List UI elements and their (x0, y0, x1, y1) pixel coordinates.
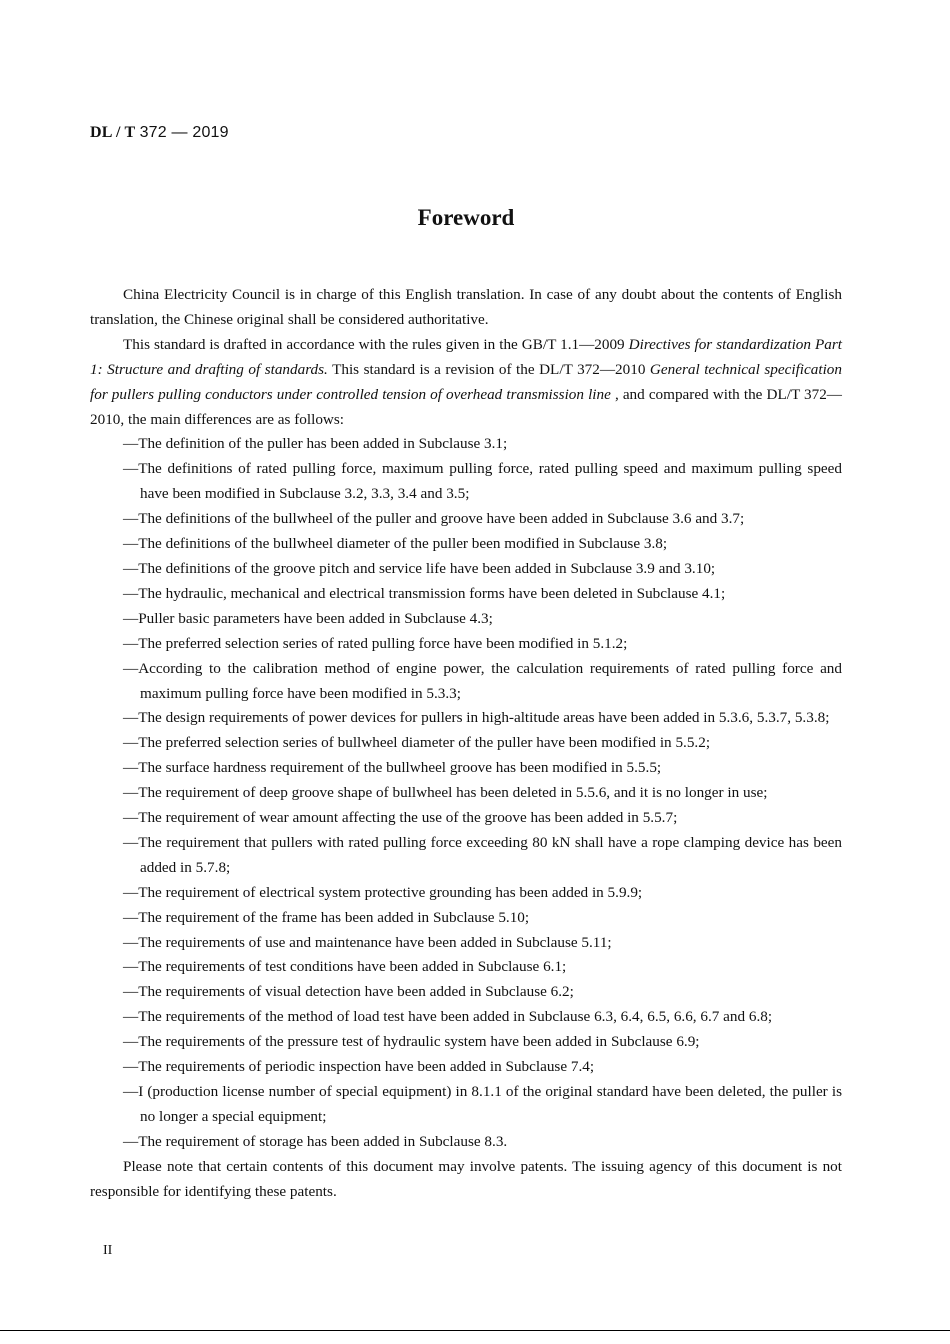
list-item: —The requirement of the frame has been added in Subclause 5.10; (123, 908, 530, 926)
list-item: —The definitions of the bullwheel of the puller and groove have been added in Subclause 3.6 and 3.7; (123, 510, 745, 528)
list-item: —The definitions of the bullwheel diameter of the puller been modified in Subclause 3.8; (123, 535, 668, 553)
list-item: —The requirement that pullers with rated pulling force exceeding 80 kN shall have a rope clamping device has been added in 5.7.8; (123, 833, 842, 876)
list-item: —I (production license number of special equipment) in 8.1.1 of the original standard have been deleted, the puller is no longer a special equipment; (123, 1083, 842, 1125)
differences-list (90, 432, 842, 1154)
drafting-text-2: This standard is a revision of the DL/T 372—2010 (327, 360, 650, 378)
list-item: —The definitions of rated pulling force, maximum pulling force, rated pulling speed and maximum pulling speed have been modified in Subclause 3.2, 3.3, 3.4 and 3.5; (123, 460, 842, 503)
list-item: —The requirement of electrical system protective grounding has been added in 5.9.9; (123, 883, 643, 901)
standard-title: General technical specification for pullers pulling conductors under controlled tension of overhead transmission line (90, 360, 842, 403)
list-item: —The definitions of the groove pitch and service life have been added in Subclause 3.9 and 3.10; (123, 559, 716, 577)
document-code-number: 372 — 2019 (139, 124, 229, 141)
list-item: —The requirements of use and maintenance have been added in Subclause 5.11; (123, 933, 612, 951)
list-item: —The requirements of visual detection have been added in Subclause 6.2; (123, 983, 574, 1001)
document-code-header (90, 124, 229, 142)
page-title: Foreword (417, 205, 515, 230)
list-item: —The requirements of the method of load test have been added in Subclause 6.3, 6.4, 6.5, 6.6, 6.7 and 6.8; (123, 1008, 773, 1026)
drafting-paragraph (90, 333, 842, 433)
list-item: —The requirements of the pressure test of hydraulic system have been added in Subclause 6.9; (123, 1033, 700, 1051)
list-item: —The preferred selection series of bullwheel diameter of the puller have been modified in 5.5.2; (123, 734, 711, 752)
patent-notice-paragraph: Please note that certain contents of this document may involve patents. The issuing agency of this document is not responsible for identifying these patents. (90, 1157, 842, 1200)
list-item: —The requirement of deep groove shape of bullwheel has been deleted in 5.5.6, and it is no longer in use; (123, 784, 768, 802)
drafting-text-1: This standard is drafted in accordance with the rules given in the GB/T 1.1—2009 (123, 335, 629, 353)
list-item: —The surface hardness requirement of the bullwheel groove has been modified in 5.5.5; (123, 759, 662, 777)
list-item: —The requirement of wear amount affecting the use of the groove has been added in 5.5.7; (123, 809, 678, 827)
document-code-prefix: DL / T (90, 124, 136, 141)
list-item: —The requirements of test conditions have been added in Subclause 6.1; (123, 958, 567, 976)
list-item: —The definition of the puller has been added in Subclause 3.1; (123, 435, 508, 453)
page-bottom-rule (0, 1330, 950, 1331)
directives-title: Directives for standardization Part 1: Structure and drafting of standards. (90, 335, 842, 378)
list-item: —Puller basic parameters have been added in Subclause 4.3; (123, 609, 493, 627)
list-item: —The hydraulic, mechanical and electrical transmission forms have been deleted in Subclause 4.1; (123, 584, 726, 602)
list-item: —The requirement of storage has been added in Subclause 8.3. (123, 1132, 508, 1150)
translation-note-paragraph: China Electricity Council is in charge of this English translation. In case of any doubt about the contents of English translation, the Chinese original shall be considered authoritative. (90, 286, 842, 328)
page-number: II (103, 1243, 113, 1258)
list-item: —The preferred selection series of rated pulling force have been modified in 5.1.2; (123, 634, 628, 652)
drafting-text-3: , and compared with the DL/T 372—2010, the main differences are as follows: (90, 385, 842, 428)
list-item: —The requirements of periodic inspection have been added in Subclause 7.4; (123, 1058, 595, 1076)
foreword-body (90, 283, 842, 1205)
list-item: —The design requirements of power devices for pullers in high-altitude areas have been added in 5.3.6, 5.3.7, 5.3.8; (123, 709, 830, 727)
list-item: —According to the calibration method of engine power, the calculation requirements of rated pulling force and maximum pulling force have been modified in 5.3.3; (123, 659, 842, 702)
